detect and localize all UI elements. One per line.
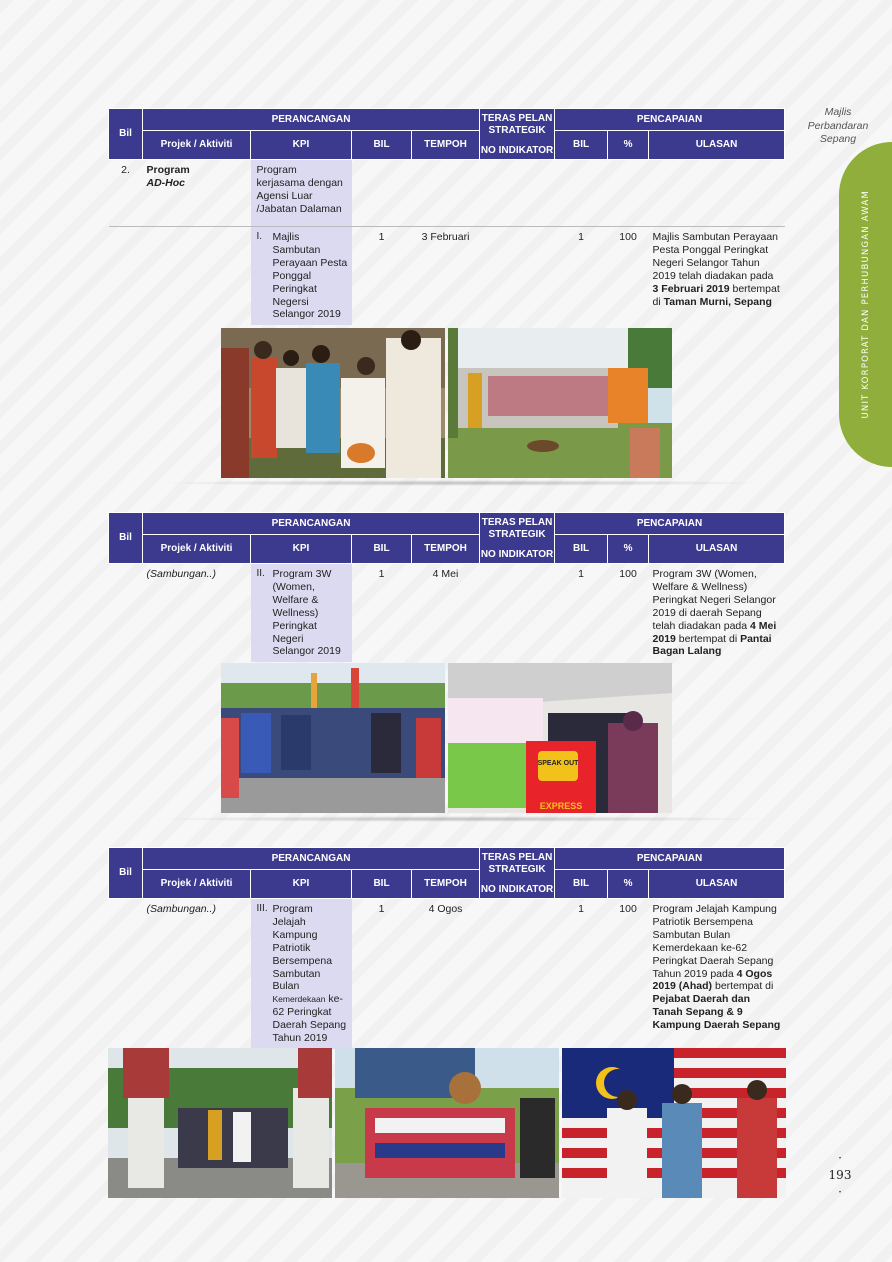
- page-number: · 193 ·: [828, 1151, 852, 1199]
- header-percent: %: [608, 535, 649, 564]
- header-bil-pencapaian: BIL: [555, 131, 608, 160]
- header-projek: Projek / Aktiviti: [143, 870, 251, 899]
- photo-row-2: [221, 663, 672, 813]
- kpi-tempoh: 4 Ogos: [428, 903, 463, 915]
- header-kpi: KPI: [251, 535, 352, 564]
- header-ulasan: ULASAN: [649, 535, 785, 564]
- divider-shadow: [150, 480, 770, 486]
- table-row: [109, 227, 785, 326]
- ulasan: Program Jelajah Kampung Patriotik Bersempena Sambutan Bulan Kemerdekaan ke-62 Peringkat Daerah Sepang Tahun 2019 pada 4 Ogos 2019 (Ahad) bertempat di Pejabat Daerah dan Tanah Sepang & 9 Kampung Daerah Sepang: [652, 903, 781, 1032]
- continuation-label: (Sambungan..): [146, 568, 216, 580]
- header-projek: Projek / Aktiviti: [143, 535, 251, 564]
- side-tab-label: UNIT KORPORAT DAN PERHUBUNGAN AWAM: [860, 190, 871, 419]
- header-pencapaian: PENCAPAIAN: [555, 513, 785, 535]
- photo-3w-group: [221, 663, 445, 813]
- speakout-sign-text: SPEAK OUT: [537, 760, 579, 767]
- header-perancangan: PERANCANGAN: [143, 109, 480, 131]
- table-section-1: [108, 108, 784, 325]
- organization-name: [802, 106, 874, 147]
- kpi-bil: 1: [352, 227, 412, 326]
- table-row: [109, 564, 785, 663]
- table-row: [109, 899, 785, 1049]
- header-bil-pencapaian: BIL: [555, 535, 608, 564]
- photo-ponggal-crowd: [448, 328, 672, 478]
- header-bil: Bil: [109, 109, 143, 160]
- photo-ponggal-ceremony: [221, 328, 445, 478]
- program-name: Program AD-Hoc: [146, 164, 190, 189]
- kpi-item: III. Program Jelajah Kampung Patriotik Bersempena Sambutan Bulan Kemerdekaan ke-62 Peringkat Daerah Sepang Tahun 2019: [251, 899, 352, 1049]
- header-bil: Bil: [109, 848, 143, 899]
- row-number: 2.: [121, 164, 130, 176]
- kpi-item: II. Program 3W (Women, Welfare & Wellness) Peringkat Negeri Selangor 2019: [251, 564, 352, 663]
- header-teras: TERAS PELAN STRATEGIK NO INDIKATOR: [480, 513, 555, 564]
- org-line-2: Perbandaran: [807, 119, 869, 132]
- capai-percent: 100: [619, 903, 637, 915]
- header-perancangan: PERANCANGAN: [143, 513, 480, 535]
- kpi-tempoh: 4 Mei: [432, 568, 459, 580]
- header-tempoh: TEMPOH: [412, 870, 480, 899]
- header-tempoh: TEMPOH: [412, 535, 480, 564]
- photo-jelajah-flag: [562, 1048, 786, 1198]
- ulasan: Majlis Sambutan Perayaan Pesta Ponggal Peringkat Negeri Selangor Tahun 2019 telah diadakan pada 3 Februari 2019 bertempat di Taman Murni, Sepang: [649, 227, 785, 326]
- photo-row-3: [108, 1048, 786, 1198]
- kpi-item: I. Majlis Sambutan Perayaan Pesta Ponggal Peringkat Negersi Selangor 2019: [251, 227, 352, 326]
- header-bil-col: BIL: [352, 870, 412, 899]
- capai-bil: 1: [578, 568, 584, 580]
- capai-percent: 100: [619, 568, 637, 580]
- kpi-bil: 1: [378, 903, 385, 915]
- photo-row-1: [221, 328, 672, 478]
- photo-jelajah-gate: [108, 1048, 332, 1198]
- org-line-3: Sepang: [819, 133, 857, 146]
- header-tempoh: TEMPOH: [412, 131, 480, 160]
- header-percent: %: [608, 131, 649, 160]
- header-kpi: KPI: [251, 131, 352, 160]
- header-bil-pencapaian: BIL: [555, 870, 608, 899]
- capai-percent: 100: [608, 227, 649, 326]
- kpi-tempoh: 3 Februari: [412, 227, 480, 326]
- express-sign-text: EXPRESS: [539, 801, 583, 811]
- photo-3w-speakout: [448, 663, 672, 813]
- header-pencapaian: PENCAPAIAN: [555, 109, 785, 131]
- kpi-intro: Program kerjasama dengan Agensi Luar /Jabatan Dalaman: [251, 160, 352, 227]
- table-section-3: [108, 847, 784, 1049]
- ulasan: Program 3W (Women, Welfare & Wellness) Peringkat Negeri Selangor 2019 di daerah Sepang telah diadakan pada 4 Mei 2019 bertempat di Pantai Bagan Lalang: [652, 568, 777, 658]
- photo-jelajah-children: [335, 1048, 559, 1198]
- header-projek: Projek / Aktiviti: [143, 131, 251, 160]
- org-line-1: Majlis: [824, 106, 852, 118]
- header-bil-col: BIL: [352, 535, 412, 564]
- header-bil-col: BIL: [352, 131, 412, 160]
- capai-bil: 1: [578, 903, 584, 915]
- header-perancangan: PERANCANGAN: [143, 848, 480, 870]
- header-ulasan: ULASAN: [649, 131, 785, 160]
- header-teras: TERAS PELAN STRATEGIK NO INDIKATOR: [480, 109, 555, 160]
- header-percent: %: [608, 870, 649, 899]
- header-kpi: KPI: [251, 870, 352, 899]
- header-pencapaian: PENCAPAIAN: [555, 848, 785, 870]
- table-section-2: [108, 512, 784, 662]
- header-bil: Bil: [109, 513, 143, 564]
- kpi-bil: 1: [378, 568, 385, 580]
- table-row: [109, 160, 785, 227]
- header-teras: TERAS PELAN STRATEGIK NO INDIKATOR: [480, 848, 555, 899]
- header-ulasan: ULASAN: [649, 870, 785, 899]
- continuation-label: (Sambungan..): [146, 903, 216, 915]
- capai-bil: 1: [555, 227, 608, 326]
- divider-shadow: [150, 816, 770, 822]
